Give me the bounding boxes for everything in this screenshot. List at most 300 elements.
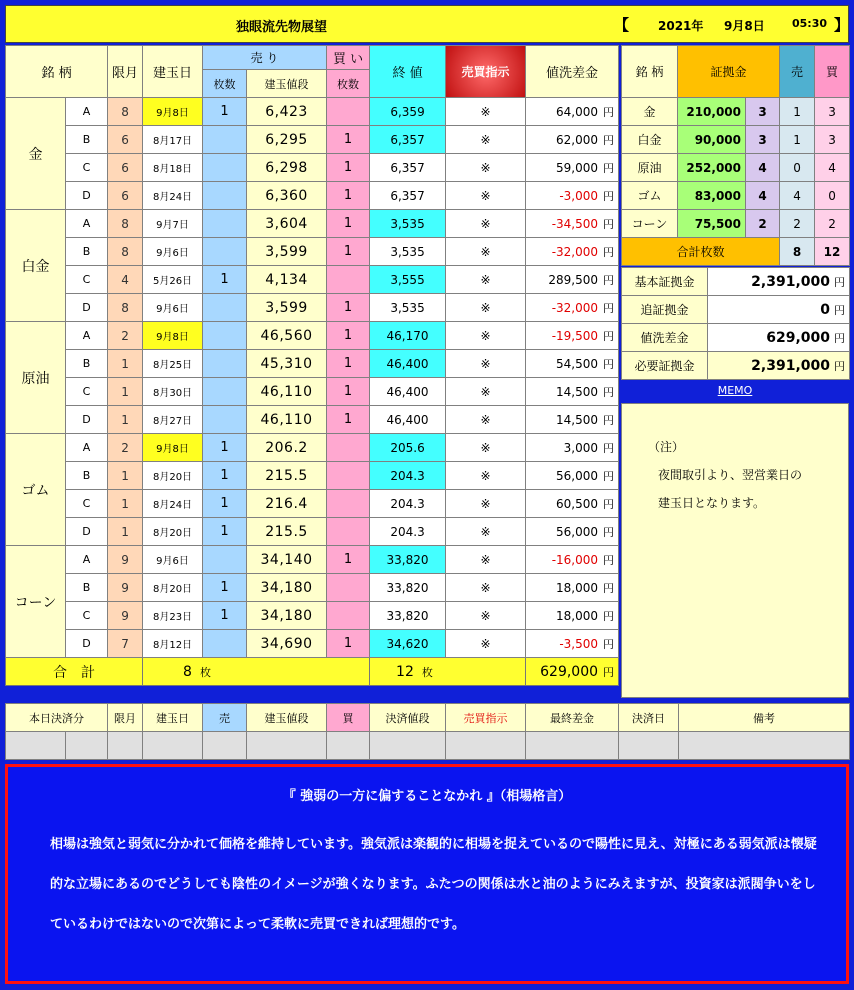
summary-label: 値洗差金: [622, 324, 708, 352]
yen-unit: 円: [603, 525, 615, 539]
row-label: C: [66, 490, 108, 518]
total-row: [6, 658, 619, 686]
table-row: [6, 182, 619, 210]
summary-value-cell: [708, 296, 850, 324]
buy-qty: 1: [327, 378, 370, 406]
summary-value-cell: [708, 268, 850, 296]
total-sell-qty: 8: [183, 663, 192, 680]
table-row: [6, 126, 619, 154]
margin-row: [622, 210, 850, 238]
open-price: 46,110: [247, 406, 327, 434]
open-date: 8月18日: [143, 154, 203, 182]
yen-unit: 円: [603, 189, 615, 203]
open-date: 8月20日: [143, 574, 203, 602]
quote-title: 『 強弱の一方に偏することなかれ 』（相場格言）: [282, 789, 572, 804]
header-close: 終 値: [370, 46, 446, 98]
summary-row: [622, 268, 850, 296]
margin-sell: 4: [780, 182, 815, 210]
margin-buy: 0: [815, 182, 850, 210]
open-date: 8月24日: [143, 182, 203, 210]
sell-qty: 1: [203, 574, 247, 602]
margin-row: [622, 98, 850, 126]
limit-month: 2: [108, 434, 143, 462]
pnl-cell: [526, 126, 619, 154]
signal-mark: ※: [446, 350, 526, 378]
open-price: 34,180: [247, 574, 327, 602]
signal-mark: ※: [446, 266, 526, 294]
summary-row: [622, 352, 850, 380]
bracket-close: 】: [834, 16, 850, 34]
row-label: B: [66, 238, 108, 266]
open-price: 3,599: [247, 294, 327, 322]
margin-total-row: [622, 238, 850, 266]
limit-month: 1: [108, 490, 143, 518]
sell-qty: [203, 210, 247, 238]
yen-unit: 円: [603, 637, 615, 651]
open-date: 8月25日: [143, 350, 203, 378]
close-price: 204.3: [370, 462, 446, 490]
buy-qty: [327, 434, 370, 462]
total-pnl-cell: [526, 658, 619, 686]
buy-qty: 1: [327, 294, 370, 322]
buy-qty: 1: [327, 210, 370, 238]
yen-unit: 円: [603, 357, 615, 371]
close-price: 33,820: [370, 602, 446, 630]
limit-month: 1: [108, 378, 143, 406]
margin-sell: 1: [780, 98, 815, 126]
margin-buy: 4: [815, 154, 850, 182]
pnl-value: 3,000: [563, 440, 599, 455]
close-price: 46,400: [370, 350, 446, 378]
settlement-cell[interactable]: [203, 732, 247, 760]
settlement-header: 買: [327, 704, 370, 732]
quote-body: 相場は強気と弱気に分かれて価格を維持しています。強気派は楽観的に相場を捉えているので陽性に見え、対極にある弱気派は懐疑的な立場にあるのでどうしても陰性のイメージが強くなります。ふたつの関係は水と油のようにみえますが、投資家は派閥争いをしているわけではないので次第によって柔軟に売買できれば理想的です。: [50, 837, 817, 932]
sell-qty: [203, 126, 247, 154]
settlement-cell[interactable]: [619, 732, 679, 760]
buy-qty: 1: [327, 322, 370, 350]
open-price: 45,310: [247, 350, 327, 378]
sell-qty: [203, 406, 247, 434]
close-price: 33,820: [370, 546, 446, 574]
limit-month: 6: [108, 126, 143, 154]
summary-value: 0: [820, 301, 830, 318]
sell-qty: [203, 350, 247, 378]
table-row: [6, 322, 619, 350]
settlement-header: 本日決済分: [6, 704, 108, 732]
pnl-cell: [526, 630, 619, 658]
settlement-cell[interactable]: [679, 732, 850, 760]
signal-mark: ※: [446, 98, 526, 126]
margin-row: [622, 154, 850, 182]
signal-mark: ※: [446, 602, 526, 630]
settlement-header: 決済日: [619, 704, 679, 732]
summary-label: 基本証拠金: [622, 268, 708, 296]
margin-header-margin: 証拠金: [678, 46, 780, 98]
row-label: B: [66, 574, 108, 602]
summary-value-cell: [708, 352, 850, 380]
table-row: [6, 434, 619, 462]
pnl-value: -16,000: [551, 552, 599, 567]
yen-unit: 円: [603, 665, 615, 679]
signal-mark: ※: [446, 490, 526, 518]
summary-value-cell: [708, 324, 850, 352]
yen-unit: 円: [603, 105, 615, 119]
table-row: [6, 518, 619, 546]
sell-qty: [203, 378, 247, 406]
pnl-value: -34,500: [551, 216, 599, 231]
pnl-value: 18,000: [556, 580, 599, 595]
row-label: A: [66, 210, 108, 238]
margin-value: 252,000: [678, 154, 746, 182]
margin-brand: 金: [622, 98, 678, 126]
settlement-table: [5, 703, 850, 760]
row-label: B: [66, 350, 108, 378]
brand-name: コーン: [6, 546, 66, 658]
margin-brand: 白金: [622, 126, 678, 154]
row-label: C: [66, 378, 108, 406]
quote-box: [5, 764, 849, 984]
limit-month: 7: [108, 630, 143, 658]
yen-unit: 円: [603, 217, 615, 231]
limit-month: 1: [108, 350, 143, 378]
pnl-cell: [526, 266, 619, 294]
close-price: 46,170: [370, 322, 446, 350]
open-date: 9月8日: [143, 98, 203, 126]
pnl-value: 14,500: [556, 412, 599, 427]
open-date: 9月6日: [143, 294, 203, 322]
open-price: 34,140: [247, 546, 327, 574]
buy-qty: [327, 602, 370, 630]
settlement-cell[interactable]: [247, 732, 327, 760]
close-price: 3,535: [370, 238, 446, 266]
summary-row: [622, 324, 850, 352]
row-label: D: [66, 518, 108, 546]
sell-qty: 1: [203, 434, 247, 462]
sell-qty: [203, 546, 247, 574]
header-pnl: 値洗差金: [526, 46, 619, 98]
pnl-value: 56,000: [556, 524, 599, 539]
table-row: [6, 154, 619, 182]
yen-unit: 円: [603, 133, 615, 147]
memo-line-1: 夜間取引より、翌営業日の: [658, 468, 803, 482]
close-price: 34,620: [370, 630, 446, 658]
pnl-value: 64,000: [556, 104, 599, 119]
margin-sell: 1: [780, 126, 815, 154]
bracket-open: 【: [614, 16, 630, 34]
pnl-cell: [526, 238, 619, 266]
yen-unit: 円: [603, 553, 615, 567]
pnl-cell: [526, 294, 619, 322]
row-label: D: [66, 406, 108, 434]
buy-qty: [327, 518, 370, 546]
pnl-cell: [526, 462, 619, 490]
buy-qty: 1: [327, 406, 370, 434]
margin-count: 3: [746, 126, 780, 154]
buy-qty: 1: [327, 238, 370, 266]
limit-month: 8: [108, 98, 143, 126]
margin-brand: コーン: [622, 210, 678, 238]
open-price: 3,604: [247, 210, 327, 238]
margin-header-sell: 売: [780, 46, 815, 98]
table-row: [6, 490, 619, 518]
signal-mark: ※: [446, 462, 526, 490]
close-price: 6,359: [370, 98, 446, 126]
buy-qty: 1: [327, 350, 370, 378]
margin-buy: 3: [815, 98, 850, 126]
pnl-value: -19,500: [551, 328, 599, 343]
summary-label: 追証拠金: [622, 296, 708, 324]
qty-unit: 枚: [199, 665, 211, 679]
row-label: C: [66, 154, 108, 182]
sell-qty: [203, 238, 247, 266]
memo-note-title: （注）: [648, 440, 685, 454]
settlement-cell[interactable]: [143, 732, 203, 760]
yen-unit: 円: [603, 581, 615, 595]
limit-month: 8: [108, 294, 143, 322]
summary-table: [621, 267, 850, 380]
pnl-cell: [526, 546, 619, 574]
pnl-cell: [526, 322, 619, 350]
open-price: 215.5: [247, 518, 327, 546]
table-row: [6, 574, 619, 602]
brand-name: ゴム: [6, 434, 66, 546]
margin-brand: 原油: [622, 154, 678, 182]
table-row: [6, 238, 619, 266]
signal-mark: ※: [446, 238, 526, 266]
signal-mark: ※: [446, 546, 526, 574]
open-price: 4,134: [247, 266, 327, 294]
buy-qty: 1: [327, 630, 370, 658]
open-date: 8月27日: [143, 406, 203, 434]
buy-qty: [327, 266, 370, 294]
row-label: D: [66, 630, 108, 658]
limit-month: 1: [108, 462, 143, 490]
pnl-value: -32,000: [551, 244, 599, 259]
open-price: 6,423: [247, 98, 327, 126]
signal-mark: ※: [446, 210, 526, 238]
pnl-value: 56,000: [556, 468, 599, 483]
yen-unit: 円: [603, 385, 615, 399]
table-row: [6, 350, 619, 378]
signal-mark: ※: [446, 378, 526, 406]
buy-qty: [327, 98, 370, 126]
close-price: 6,357: [370, 182, 446, 210]
year-label: 2021年: [658, 19, 704, 33]
row-label: A: [66, 322, 108, 350]
pnl-cell: [526, 98, 619, 126]
brand-name: 金: [6, 98, 66, 210]
row-label: C: [66, 602, 108, 630]
close-price: 3,555: [370, 266, 446, 294]
yen-unit: 円: [834, 359, 845, 373]
open-date: 8月17日: [143, 126, 203, 154]
open-date: 9月8日: [143, 322, 203, 350]
close-price: 204.3: [370, 518, 446, 546]
brand-name: 白金: [6, 210, 66, 322]
qty-unit: 枚: [421, 665, 433, 679]
open-date: 8月30日: [143, 378, 203, 406]
pnl-cell: [526, 154, 619, 182]
settlement-cell[interactable]: [370, 732, 446, 760]
row-label: D: [66, 182, 108, 210]
open-date: 8月24日: [143, 490, 203, 518]
table-row: [6, 546, 619, 574]
open-price: 206.2: [247, 434, 327, 462]
open-price: 46,560: [247, 322, 327, 350]
buy-qty: 1: [327, 154, 370, 182]
signal-mark: ※: [446, 574, 526, 602]
sell-qty: [203, 630, 247, 658]
signal-mark: ※: [446, 126, 526, 154]
margin-count: 2: [746, 210, 780, 238]
pnl-value: 59,000: [556, 160, 599, 175]
row-label: C: [66, 266, 108, 294]
settlement-header: 備考: [679, 704, 850, 732]
pnl-cell: [526, 350, 619, 378]
settlement-cell[interactable]: [66, 732, 108, 760]
limit-month: 8: [108, 238, 143, 266]
open-price: 216.4: [247, 490, 327, 518]
header-open-price: 建玉値段: [247, 70, 327, 98]
margin-count: 4: [746, 154, 780, 182]
summary-value: 2,391,000: [751, 273, 830, 290]
limit-month: 9: [108, 574, 143, 602]
memo-box: [621, 403, 849, 698]
settlement-cell[interactable]: [446, 732, 526, 760]
pnl-value: 60,500: [556, 496, 599, 511]
yen-unit: 円: [603, 609, 615, 623]
yen-unit: 円: [603, 245, 615, 259]
pnl-cell: [526, 406, 619, 434]
settlement-cell[interactable]: [6, 732, 66, 760]
settlement-header: 最終差金: [526, 704, 619, 732]
open-date: 8月12日: [143, 630, 203, 658]
close-price: 6,357: [370, 126, 446, 154]
header-signal: 売買指示: [446, 46, 526, 98]
pnl-value: 62,000: [556, 132, 599, 147]
close-price: 3,535: [370, 294, 446, 322]
pnl-cell: [526, 518, 619, 546]
settlement-cell[interactable]: [108, 732, 143, 760]
settlement-cell[interactable]: [526, 732, 619, 760]
yen-unit: 円: [603, 329, 615, 343]
sell-qty: 1: [203, 602, 247, 630]
settlement-cell[interactable]: [327, 732, 370, 760]
yen-unit: 円: [603, 161, 615, 175]
sell-qty: 1: [203, 98, 247, 126]
yen-unit: 円: [603, 469, 615, 483]
open-price: 6,298: [247, 154, 327, 182]
table-row: [6, 602, 619, 630]
header-buy: 買 い: [327, 46, 370, 70]
pnl-cell: [526, 490, 619, 518]
header-sell-qty: 枚数: [203, 70, 247, 98]
pnl-cell: [526, 182, 619, 210]
yen-unit: 円: [834, 331, 845, 345]
margin-buy: 2: [815, 210, 850, 238]
sell-qty: 1: [203, 490, 247, 518]
buy-qty: 1: [327, 546, 370, 574]
sell-qty: 1: [203, 266, 247, 294]
buy-qty: 1: [327, 126, 370, 154]
sell-qty: 1: [203, 462, 247, 490]
pnl-cell: [526, 602, 619, 630]
open-date: 8月23日: [143, 602, 203, 630]
margin-row: [622, 126, 850, 154]
buy-qty: [327, 462, 370, 490]
total-buy-cell: [370, 658, 526, 686]
limit-month: 1: [108, 406, 143, 434]
margin-header-buy: 買: [815, 46, 850, 98]
buy-qty: [327, 490, 370, 518]
open-date: 8月20日: [143, 518, 203, 546]
header-open-date: 建玉日: [143, 46, 203, 98]
yen-unit: 円: [603, 301, 615, 315]
signal-mark: ※: [446, 630, 526, 658]
limit-month: 8: [108, 210, 143, 238]
open-date: 5月26日: [143, 266, 203, 294]
open-date: 9月7日: [143, 210, 203, 238]
open-price: 46,110: [247, 378, 327, 406]
pnl-value: -3,000: [559, 188, 599, 203]
close-price: 33,820: [370, 574, 446, 602]
signal-mark: ※: [446, 406, 526, 434]
memo-link[interactable]: MEMO: [717, 384, 753, 397]
title-bar: [5, 5, 849, 43]
close-price: 204.3: [370, 490, 446, 518]
signal-mark: ※: [446, 322, 526, 350]
summary-row: [622, 296, 850, 324]
yen-unit: 円: [834, 303, 845, 317]
sell-qty: [203, 154, 247, 182]
margin-total-buy: 12: [815, 238, 850, 266]
close-price: 3,535: [370, 210, 446, 238]
limit-month: 2: [108, 322, 143, 350]
settlement-header: 建玉値段: [247, 704, 327, 732]
margin-count: 3: [746, 98, 780, 126]
margin-value: 90,000: [678, 126, 746, 154]
pnl-value: 54,500: [556, 356, 599, 371]
margin-table: [621, 45, 850, 266]
total-label: 合 計: [6, 658, 143, 686]
close-price: 46,400: [370, 378, 446, 406]
limit-month: 1: [108, 518, 143, 546]
limit-month: 6: [108, 154, 143, 182]
page-title: 独眼流先物展望: [236, 20, 328, 35]
row-label: B: [66, 462, 108, 490]
pnl-value: -3,500: [559, 636, 599, 651]
sell-qty: 1: [203, 518, 247, 546]
sell-qty: [203, 182, 247, 210]
pnl-value: -32,000: [551, 300, 599, 315]
open-price: 6,295: [247, 126, 327, 154]
open-date: 9月6日: [143, 546, 203, 574]
signal-mark: ※: [446, 294, 526, 322]
open-price: 3,599: [247, 238, 327, 266]
header-buy-qty: 枚数: [327, 70, 370, 98]
table-row: [6, 266, 619, 294]
limit-month: 9: [108, 546, 143, 574]
buy-qty: 1: [327, 182, 370, 210]
open-price: 215.5: [247, 462, 327, 490]
settlement-header: 売: [203, 704, 247, 732]
yen-unit: 円: [603, 497, 615, 511]
margin-value: 75,500: [678, 210, 746, 238]
margin-row: [622, 182, 850, 210]
signal-mark: ※: [446, 182, 526, 210]
yen-unit: 円: [603, 441, 615, 455]
row-label: A: [66, 546, 108, 574]
